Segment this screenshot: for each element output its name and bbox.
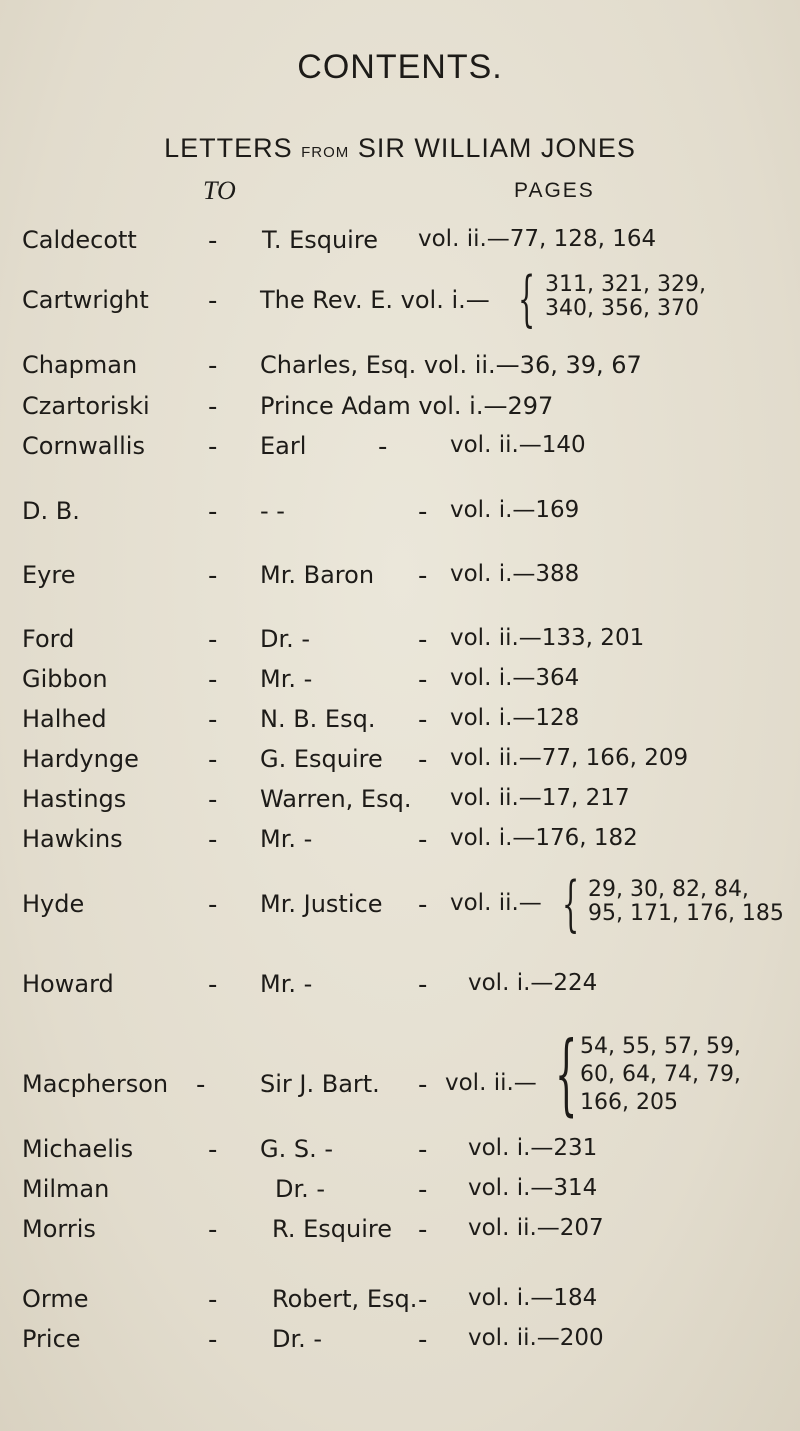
column-header-pages: PAGES [514,179,595,202]
entry-name: Hastings [22,785,127,813]
entry-name: Ford [22,625,75,653]
entry-dash: - [208,970,218,1000]
entry-reference: vol. i.—364 [450,665,580,691]
entry-dash: - [208,625,218,655]
entry-dash: - [208,286,218,316]
entry-name: Morris [22,1215,96,1243]
entry-addressee: Mr. Justice [260,890,383,918]
entry-addressee: Robert, Esq. [272,1285,418,1313]
entry-dash: - [208,705,218,735]
entry-dash: - [208,665,218,695]
entry-addressee: G. S. - [260,1135,334,1163]
entry-reference: vol. ii.—77, 128, 164 [418,226,657,252]
entry-name: Michaelis [22,1135,134,1163]
entry-dash: - [418,1285,428,1315]
brace-mark: { [562,869,580,939]
entry-reference: vol. i.—224 [468,970,598,996]
entry-addressee: Mr. - [260,665,313,693]
entry-dash: - [208,1285,218,1315]
entry-dash: - [418,1325,428,1355]
entry-name: Orme [22,1285,89,1313]
entry-dash: - [418,1135,428,1165]
entry-name: Caldecott [22,226,137,254]
entry-dash: - [418,497,428,527]
entry-reference: vol. i.—231 [468,1135,598,1161]
entry-dash: - [208,1325,218,1355]
entry-dash: - [208,497,218,527]
entry-dash: - [208,561,218,591]
entry-dash: - [418,561,428,591]
entry-dash: - [208,825,218,855]
entry-dash: - [208,785,218,815]
entry-reference: vol. i.—176, 182 [450,825,638,851]
entry-reference: vol. i.—184 [468,1285,598,1311]
entry-addressee: Earl [260,432,307,460]
entry-name: Milman [22,1175,110,1203]
entry-reference: vol. ii.—207 [468,1215,604,1241]
entry-name: D. B. [22,497,80,525]
entry-dash: - [418,1215,428,1245]
entry-reference: vol. ii.—140 [450,432,586,458]
entry-dash: - [208,1215,218,1245]
entry-name: Macpherson [22,1070,169,1098]
entry-dash: - [418,1070,428,1100]
subtitle-letters: LETTERS [164,133,293,163]
entry-dash: - [208,432,218,462]
entry-addressee: Sir J. Bart. [260,1070,380,1098]
entry-name: Halhed [22,705,107,733]
entry-reference: vol. i.—169 [450,497,580,523]
subtitle-author: SIR WILLIAM JONES [357,133,636,163]
entry-name: Cornwallis [22,432,145,460]
entry-reference: vol. ii.— [450,890,542,916]
entry-name: Howard [22,970,114,998]
entry-addressee: T. Esquire [262,226,378,254]
entry-addressee: - - [260,497,285,525]
entry-page-list: 311, 321, 329, 340, 356, 370 [545,272,706,321]
entry-dash: - [418,970,428,1000]
entry-dash: - [418,625,428,655]
entry-reference: vol. ii.—133, 201 [450,625,645,651]
entry-dash: - [378,432,388,462]
entry-dash: - [208,226,218,256]
section-subtitle [0,133,800,164]
entry-dash: - [208,745,218,775]
entry-reference: vol. i.—388 [450,561,580,587]
entry-addressee: G. Esquire [260,745,383,773]
entry-addressee: Dr. - [272,1325,323,1353]
entry-addressee: Dr. - [275,1175,326,1203]
entry-addressee: Mr. - [260,970,313,998]
entry-dash: - [208,1135,218,1165]
entry-name: Cartwright [22,286,149,314]
entry-reference: vol. ii.— [445,1070,537,1096]
entry-addressee: Prince Adam vol. i.—297 [260,392,554,420]
entry-dash: - [208,890,218,920]
entry-reference: vol. i.—128 [450,705,580,731]
entry-dash: - [208,392,218,422]
brace-mark: { [555,1022,578,1125]
brace-mark: { [518,264,536,334]
entry-name: Chapman [22,351,138,379]
entry-addressee: Charles, Esq. vol. ii.—36, 39, 67 [260,351,642,379]
entry-addressee: R. Esquire [272,1215,392,1243]
entry-name: Gibbon [22,665,108,693]
entry-name: Hyde [22,890,85,918]
entry-addressee: The Rev. E. vol. i.— [260,286,490,314]
entry-page-list: 29, 30, 82, 84, 95, 171, 176, 185 [588,877,784,926]
entry-dash: - [418,665,428,695]
entry-dash: - [418,1175,428,1205]
entry-reference: vol. ii.—200 [468,1325,604,1351]
entry-addressee: Mr. Baron [260,561,375,589]
entry-dash: - [418,705,428,735]
entry-reference: vol. ii.—77, 166, 209 [450,745,689,771]
entry-dash: - [418,825,428,855]
entry-addressee: Warren, Esq. [260,785,412,813]
entry-name: Price [22,1325,81,1353]
entry-name: Eyre [22,561,76,589]
column-header-to: TO [203,176,236,205]
entry-page-list: 54, 55, 57, 59, 60, 64, 74, 79, 166, 205 [580,1034,741,1115]
entry-addressee: N. B. Esq. [260,705,376,733]
entry-name: Hawkins [22,825,123,853]
entry-dash: - [208,351,218,381]
entry-dash: - [418,890,428,920]
entry-addressee: Dr. - [260,625,311,653]
entry-dash: - [196,1070,206,1100]
entry-addressee: Mr. - [260,825,313,853]
page-title: CONTENTS. [297,48,503,86]
entry-name: Hardynge [22,745,139,773]
entry-dash: - [418,745,428,775]
entry-reference: vol. ii.—17, 217 [450,785,630,811]
subtitle-from: FROM [301,144,350,161]
entry-name: Czartoriski [22,392,150,420]
entry-reference: vol. i.—314 [468,1175,598,1201]
